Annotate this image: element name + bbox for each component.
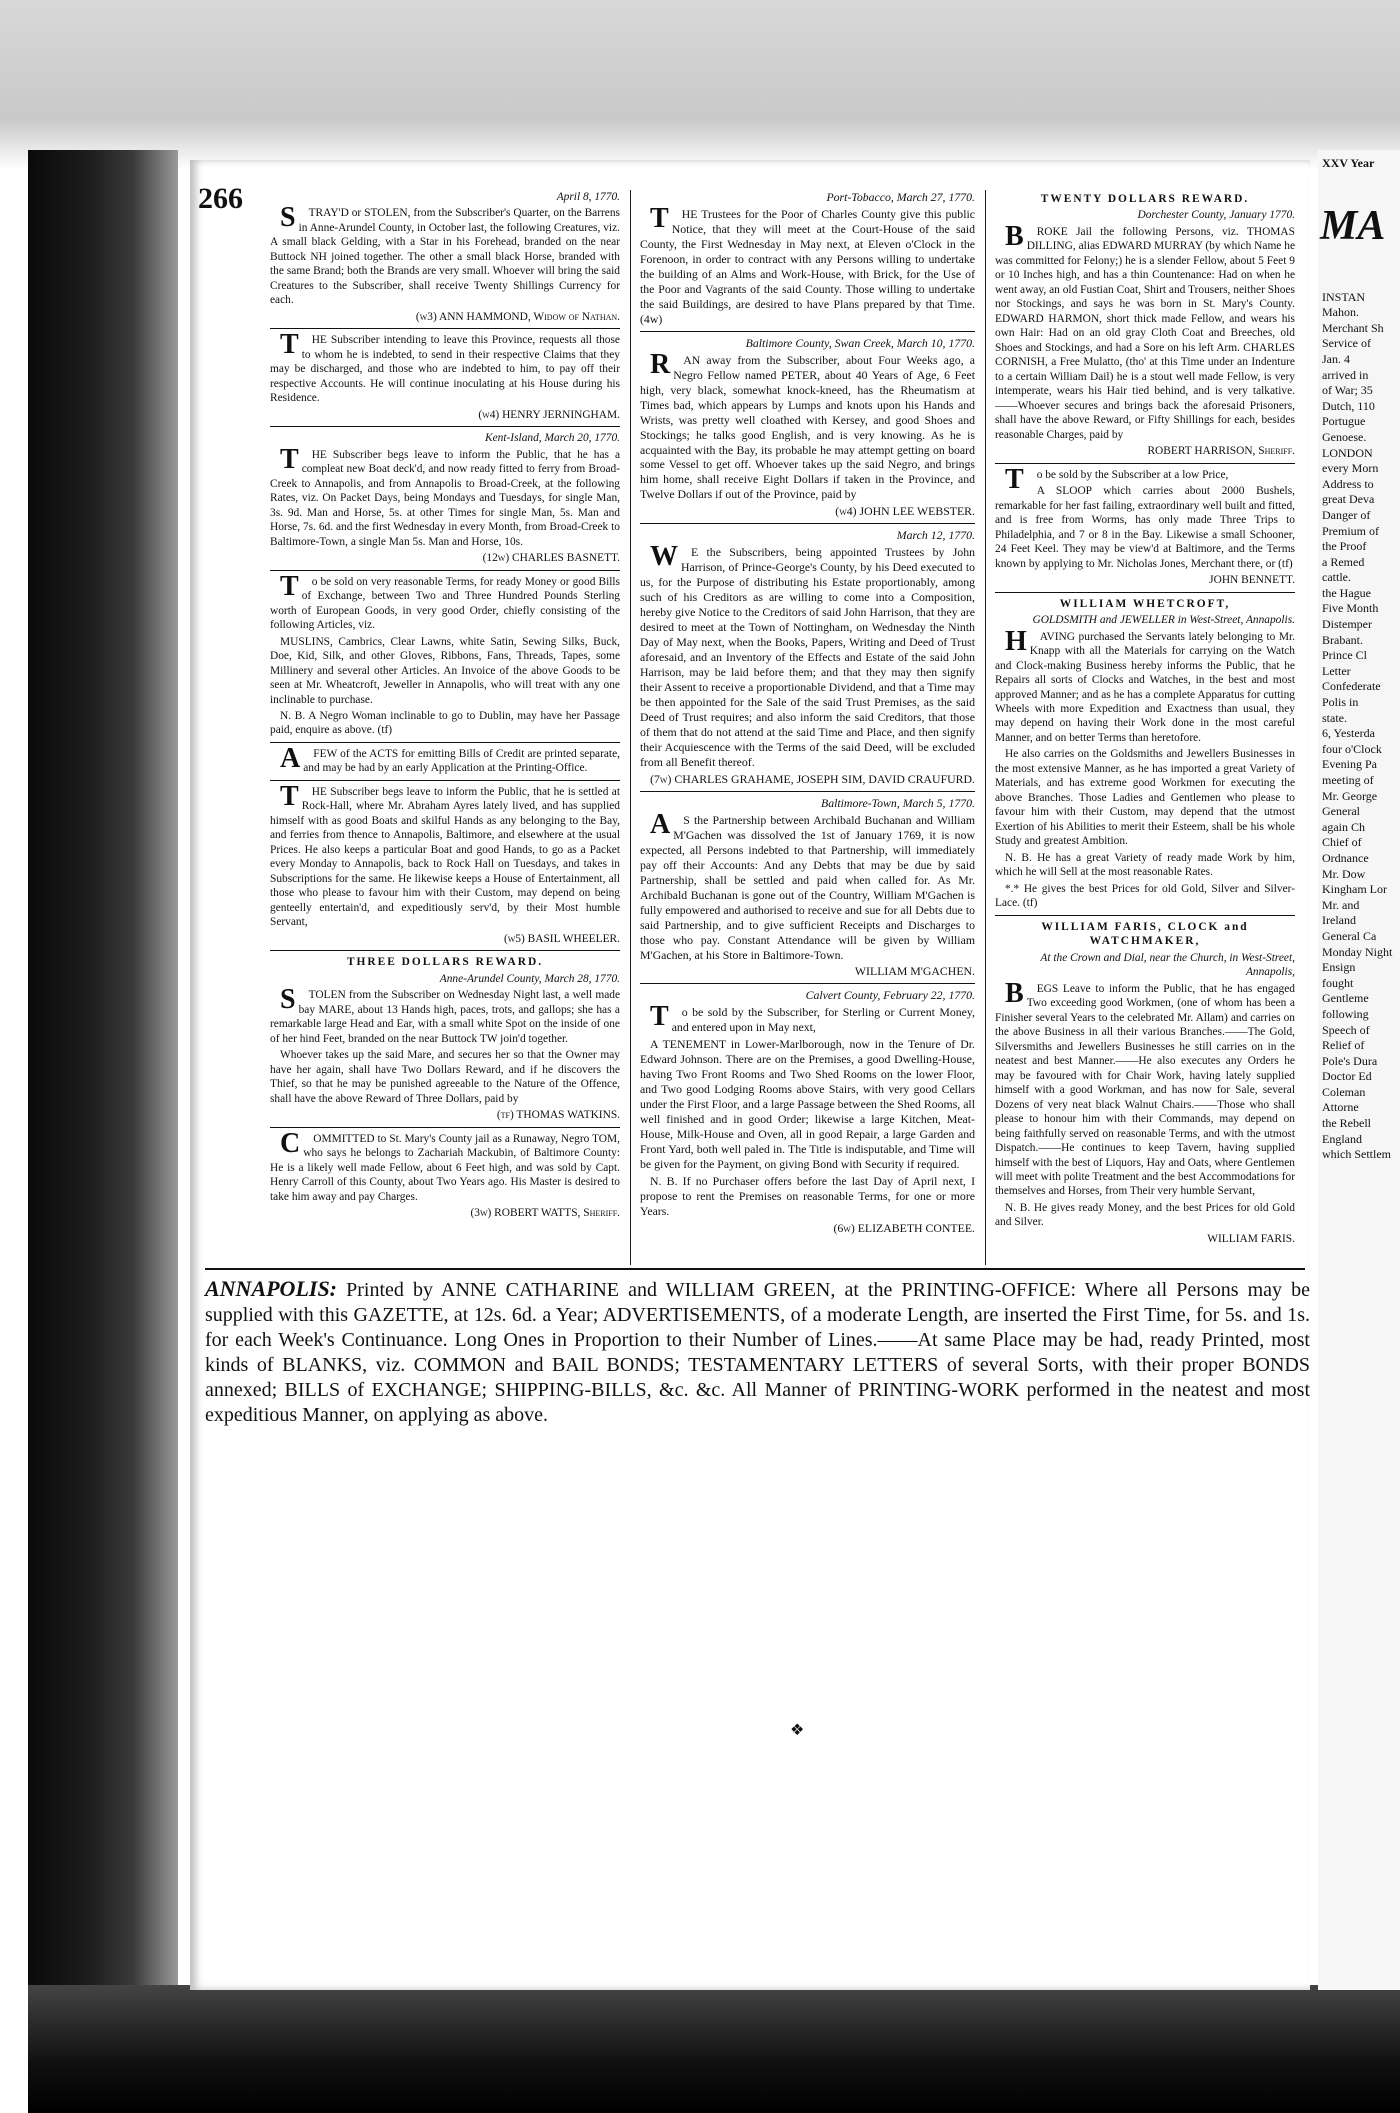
adjacent-page-line: INSTAN [1322,289,1366,304]
book-bottom-edge [28,1985,1400,2113]
adjacent-page-line: Jan. 4 [1322,351,1350,366]
adjacent-page-line: of War; 35 [1322,383,1373,398]
ad-paragraph: MUSLINS, Cambrics, Clear Lawns, white Satin, Sewing Silks, Buck, Doe, Kid, Silk, and other Gloves, Ribbons, Fans, Threads, Tapes, some Millinery and several other Articles. An Invoice of the above Goods to be seen at Mr. Wheatcroft, Jeweller in Annapolis, who will treat with any one inclinable to purchase. [270,635,620,706]
adjacent-page-line: a Remed [1322,554,1365,569]
adjacent-page [1318,150,1400,1990]
ad-paragraph: To be sold on very reasonable Terms, for ready Money or good Bills of Exchange, between Two and Three Hundred Pounds Sterling worth of European Goods, in very good Order, chiefly consisting of the following Articles, viz. [270,570,620,632]
ad-paragraph: Whoever takes up the said Mare, and secures her so that the Owner may have her again, shall have Two Dollars Reward, and if he discovers the Thief, so that he may be punished agreeable to the Nature of the Offence, shall have the above Reward of Three Dollars, paid by [270,1049,620,1105]
adjacent-page-line: Ensign [1322,960,1356,975]
advertisement [995,192,1295,459]
ad-dateline: Baltimore County, Swan Creek, March 10, 1770. [745,335,975,350]
advertisement [995,463,1295,588]
advertisement [270,431,620,565]
adjacent-page-line: four o'Clock [1322,741,1382,756]
column-1 [270,190,620,1224]
adjacent-page-line: Gentleme [1322,991,1369,1006]
ad-dateline: March 12, 1770. [896,528,975,543]
ad-paragraph: STRAY'D or STOLEN, from the Subscriber's Quarter, on the Barrens in Anne-Arundel County, in October last, the following Creatures, viz. A small black Gelding, with a Star in his Forehead, branded on the near Buttock NH joined together. The other a small black Horse, branded with the same Brand; both the Brands are very small. Whoever will bring the said Creatures to the Subscriber, shall receive Twenty Shillings Currency for each. [270,202,620,307]
adjacent-page-line: Chief of [1322,835,1362,850]
ad-signature: (w5) BASIL WHEELER. [503,932,620,945]
ad-paragraph: N. B. A Negro Woman inclinable to go to Dublin, may have her Passage paid, enquire as above. (tf) [270,709,620,737]
adjacent-page-line: Mr. Dow [1322,866,1366,881]
adjacent-page-line: Brabant. [1322,632,1363,647]
ad-paragraph: THE Trustees for the Poor of Charles County give this public Notice, that they will meet at the Court-House of the said County, the First Wednesday in May next, at Eleven o'Clock in the Forenoon, in order to contract with any Persons willing to undertake the building of an Alms and Work-House, with Brick, for the Use of the Poor and Vagrants of the said County. Those willing to undertake the said Buildings, are desired to have Plans prepared by that Time. (4w) [640,202,975,326]
adjacent-page-line: state. [1322,710,1347,725]
ad-signature: (3w) ROBERT WATTS, Sheriff. [470,1207,620,1219]
adjacent-page-line: Letter [1322,663,1351,678]
advertisement [270,190,620,324]
ad-dateline: Calvert County, February 22, 1770. [805,988,975,1003]
ad-signature: JOHN BENNETT. [1209,574,1295,587]
advertisement [640,190,975,327]
ornament-mark: ❖ [790,1722,805,1739]
adjacent-page-line: Coleman [1322,1084,1366,1099]
ad-dateline: Kent-Island, March 20, 1770. [485,432,620,445]
ad-paragraph: RAN away from the Subscriber, about Four Weeks ago, a Negro Fellow named PETER, about 40 Years of Age, 6 Feet high, very black, somewhat knock-kneed, has the Rheumatism at Times bad, which appears by Lumps and knots upon his Hands and Wrists, was pretty well cloathed with Kersey, and good Shoes and Stockings; he talks good English, and is very knowing. As he is acquainted with the Bay, its probable he may attempt getting on board some Vessel to get off. Whoever takes up the said Negro, and brings him home, shall receive Eight Dollars if taken in the Province, and Twelve Dollars if out of the Province, paid by [640,348,975,502]
adjacent-page-line: Portugue [1322,414,1366,429]
ad-separator [995,592,1295,593]
ad-paragraph: To be sold by the Subscriber, for Sterling or Current Money, and entered upon in May next, [650,1001,975,1035]
adjacent-page-lines [1318,290,1400,1163]
advertisement [640,336,975,520]
ad-separator [640,983,975,984]
adjacent-page-line: fought [1322,975,1354,990]
adjacent-page-line: cattle. [1322,570,1351,585]
ad-separator [270,780,620,781]
ad-dateline: GOLDSMITH and JEWELLER in West-Street, Annapolis. [1032,614,1295,627]
advertisement [995,597,1295,911]
ad-separator [640,331,975,332]
ad-separator [270,426,620,427]
adjacent-page-line: every Morn [1322,461,1379,476]
adjacent-page-line: Mahon. [1322,305,1359,320]
adjacent-page-line: Mr. George [1322,788,1378,803]
ad-signature: (6w) ELIZABETH CONTEE. [833,1220,975,1235]
ad-dateline: At the Crown and Dial, near the Church, in West-Street, Annapolis, [1040,951,1295,979]
ad-signature: (w4) HENRY JERNINGHAM. [478,408,620,421]
adjacent-page-line: the Hague [1322,585,1371,600]
advertisement [270,329,620,422]
ad-paragraph: To be sold by the Subscriber at a low Price, [1005,463,1229,495]
adjacent-page-line: following [1322,1006,1369,1021]
ad-paragraph: BEGS Leave to inform the Public, that he has engaged Two exceeding good Workmen, (one of whom has been a Finisher several Years to the celebrated Mr. Allam) and carries on the above Business in all their various Branches.——The Gold, Silversmiths and Jewellers Businesses he still carries on in the neatest and best Manner.——He also executes any Orders he may be favoured with for Chair Work, having lately supplied himself with a good Workman, and has now for Sale, several Dozens of very neat black Walnut Chairs.——Those who shall please to honour him with their Commands, may depend on being faithfully served on reasonable Terms, and with the utmost Dispatch.——He continues to keep Tavern, having supplied himself with the best of Liquors, Hay and Oats, where Gentlemen will meet with polite Treatment and the best Accommodations for themselves and Horses, from Their very humble Servant, [995,977,1295,1198]
ad-separator [270,742,620,743]
adjacent-page-line: Five Month [1322,601,1379,616]
ad-signature: WILLIAM FARIS. [1207,1232,1295,1245]
ad-paragraph: N. B. He gives ready Money, and the best Prices for old Gold and Silver. [995,1201,1295,1229]
adjacent-page-line: Monday Night [1322,944,1393,959]
ad-paragraph: THE Subscriber begs leave to inform the Public, that he has a compleat new Boat deck'd, and now ready fitted to ferry from Broad-Creek to Annapolis, and from Annapolis to Broad-Creek, at the following Rates, viz. On Packet Days, being Mondays and Tuesdays, for single Man, 3s. 9d. Man and Horse, 5s. at other Times for single Man, 5s. Man and Horse, 7s. 6d. and the first Wednesday in every Month, from Broad-Creek to Baltimore-Town, a single Man 5s. Man and Horse, 10s. [270,443,620,548]
imprint-rule [205,1268,1305,1270]
advertisement [995,920,1295,1247]
adjacent-page-line: the Rebell [1322,1116,1371,1131]
ad-separator [995,915,1295,916]
ad-separator [995,463,1295,464]
imprint [205,1275,1310,1428]
ad-dateline: April 8, 1770. [556,191,620,203]
ad-heading: THREE DOLLARS REWARD. [346,956,544,969]
ad-signature: WILLIAM M'GACHEN. [854,964,975,979]
ad-dateline: Port-Tobacco, March 27, 1770. [826,190,975,204]
adjacent-page-masthead: MA [1320,202,1386,249]
adjacent-page-line: Address to [1322,476,1374,491]
book-binding-shadow [28,150,178,2100]
adjacent-page-line: which Settlem [1322,1147,1391,1162]
ad-separator [270,1127,620,1128]
adjacent-page-line: Confederate [1322,679,1381,694]
ad-dateline: Baltimore-Town, March 5, 1770. [820,795,975,810]
adjacent-page-line: great Deva [1322,492,1375,507]
adjacent-page-line: England [1322,1131,1362,1146]
ad-paragraph: HAVING purchased the Servants lately belonging to Mr. Knapp with all the Materials for carrying on the Watch and Clock-making Business hereby informs the Public, that he Repairs all sorts of Clocks and Watches, in the best and most approved Manner; and as he has a complete Apparatus for cutting Wheels with more Expedition and Exactness than usual, they may depend on having their Work done in the most careful Manner, and on better Terms than heretofore. [995,625,1295,744]
ad-signature: (12w) CHARLES BASNETT. [482,552,620,565]
ad-paragraph: STOLEN from the Subscriber on Wednesday Night last, a well made bay MARE, about 13 Hands high, paces, trots, and gallops; she has a remarkable large Head and Ear, with a small white Spot on the inside of one of her hind Feet, branded on the near Buttock TW join'd together. [270,984,620,1045]
ad-paragraph: THE Subscriber begs leave to inform the Public, that he is settled at Rock-Hall, where Mr. Abraham Ayres lately lived, and has supplied himself with as good Boats and skilful Hands as any belonging to the Bay, and ferries from thence to Annapolis, Baltimore, and elsewhere at the usual Prices. He also keeps a particular Boat and good Hands, to go as a Packet every Monday to Annapolis, back to Rock Hall on Tuesdays, and takes in Subscriptions for the same. He likewise keeps a House of Entertainment, all those who please to favour him with their Custom, may depend on being genteelly entertain'd, and expeditiously serv'd, by their Most humble Servant, [270,780,620,929]
column-rule [630,190,631,1265]
column-2 [640,190,975,1240]
adjacent-page-line: Pole's Dura [1322,1053,1378,1068]
ad-paragraph: A TENEMENT in Lower-Marlborough, now in the Tenure of Dr. Edward Johnson. There are on the Premises, a good Dwelling-House, having Two Front Rooms and Two Shed Rooms on the lower Floor, and Two good Lodging Rooms above Stairs, with very good Cellars under the First Floor, and a large Passage between the Shed Rooms, all well finished and in good Order; likewise a large Kitchen, Meat-House, Milk-House and Oven, all in good Repair, a large Garden and Front Yard, both well paled in. The Title is indisputable, and Time will be given for the Payment, on giving Bond with Security if required. [640,1037,975,1172]
adjacent-page-line: Relief of [1322,1038,1365,1053]
ad-paragraph: COMMITTED to St. Mary's County jail as a Runaway, Negro TOM, who says he belongs to Zachariah Mackubin, of Baltimore County: He is a likely well made Fellow, about 6 Feet high, and was sold by Capt. Henry Carroll of this County, about Two Years ago. His Master is desired to take him away and pay Charges. [270,1127,620,1203]
advertisement [270,742,620,776]
adjacent-page-line: Premium of [1322,523,1379,538]
ad-signature: (tf) THOMAS WATKINS. [496,1109,620,1122]
advertisement [270,1127,620,1221]
adjacent-page-line: Merchant Sh [1322,320,1384,335]
ad-heading: WILLIAM WHETCROFT, [1059,597,1231,610]
adjacent-page-line: Ordnance [1322,850,1369,865]
column-rule [985,190,986,1265]
ad-heading: WILLIAM FARIS, CLOCK and WATCHMAKER, [1041,920,1249,948]
advertisement [270,570,620,738]
adjacent-page-line: LONDON [1322,445,1373,460]
ad-paragraph: BROKE Jail the following Persons, viz. THOMAS DILLING, alias EDWARD MURRAY (by which Name he was committed for Felony;) he is a slender Fellow, about 5 Feet 9 or 10 Inches high, and has a thin Countenance: Had on when he went away, an old Fustian Coat, Shirt and Trousers, neither Shoes nor Stockings, and says he was born in St. Mary's County. EDWARD HARMON, short thick made Fellow, and wears his own Hair: Had on an old gray Cloth Coat and Breeches, old Shoes and Stockings, and had a Sore on his left Arm. CHARLES CORNISH, a Free Mulatto, (tho' at this Time under an Indenture to a certain William Dail) he is a stout well made Fellow, is very intemperate, wears his Hair tied behind, and is very talkative.——Whoever secures and brings back the aforesaid Prisoners, shall have the above Reward, or Fifty Shillings for each, besides reasonable Charges, paid by [995,220,1295,441]
advertisement [640,988,975,1236]
ad-separator [640,523,975,524]
adjacent-page-line: Doctor Ed [1322,1069,1372,1084]
column-3 [995,190,1295,1250]
adjacent-page-line: 6, Yesterda [1322,726,1375,741]
adjacent-page-line: Danger of [1322,507,1371,522]
adjacent-page-line: the Proof [1322,539,1367,554]
adjacent-page-line: Service of [1322,336,1371,351]
ad-paragraph: WE the Subscribers, being appointed Trustees by John Harrison, of Prince-George's County, by his Deed executed to us, for the Purpose of distributing his Estate proportionably, among such of his Creditors as are willing to come into a Composition, hereby give Notice to the Creditors of said John Harrison, that they are desired to meet at the Town of Nottingham, on Wednesday the Ninth Day of May next, when the Books, Papers, Writing and Deed of Trust aforesaid, and an Inventory of the Effects and Estate of the said John Harrison, may be laid before them; and that they may then signify their Assent to receive a proportionable Dividend, and that a Time may be then appointed for the Sale of the said Trust Premises, as the said Deed of Trust requires; and also inform the said Creditors, that those of them that do not attend at the said Time and Place, and then signify their Acquiescence with the Terms of the said Deed, will be excluded from all Benefit thereof. [640,541,975,769]
ad-signature: (w3) ANN HAMMOND, Widow of Nathan. [415,310,620,323]
newspaper-page [190,160,1310,1990]
adjacent-page-line: Mr. and [1322,897,1360,912]
adjacent-page-line: Distemper [1322,617,1372,632]
adjacent-page-line: Polis in [1322,695,1359,710]
ad-dateline: Anne-Arundel County, March 28, 1770. [439,972,620,985]
page-number: 266 [198,182,243,215]
ad-separator [270,328,620,329]
ad-dateline: Dorchester County, January 1770. [1137,209,1295,222]
adjacent-page-line: General Ca [1322,928,1377,943]
adjacent-page-line: General [1322,804,1360,819]
ad-paragraph: N. B. He has a great Variety of ready made Work by him, which he will Sell at the most reasonable Rates. [995,851,1295,879]
adjacent-page-line: meeting of [1322,773,1374,787]
ad-paragraph: N. B. If no Purchaser offers before the last Day of April next, I propose to rent the Premises on reasonable Terms, for one or more Years. [640,1174,975,1218]
ad-signature: (7w) CHARLES GRAHAME, JOSEPH SIM, DAVID CRAUFURD. [650,771,975,786]
ad-paragraph: He also carries on the Goldsmiths and Jewellers Businesses in the most extensive Manner, as he has imported a great Variety of Materials, and has extreme good Workmen for executing the above Branches. Those Ladies and Gentlemen who please to favour him with their Custom, may depend that the utmost Exertion of his Abilities to merit their Esteem, shall be his whole Study and greatest Ambition. [995,748,1295,848]
ad-signature: (w4) JOHN LEE WEBSTER. [835,504,975,519]
ad-paragraph: THE Subscriber intending to leave this Province, requests all those to whom he is indebted, to send in their respective Claims that they may be discharged, and those who are indebted to him, to pay off their respective Accounts. He will continue inoculating at his House during his Residence. [270,329,620,405]
ad-paragraph: AS the Partnership between Archibald Buchanan and William M'Gachen was dissolved the 1st of January 1769, it is now expected, all Persons indebted to that Partnership, will immediately pay off their Accounts: And any Debts that may be due by said Partnership, shall be settled and paid when called for. As Mr. Archibald Buchanan is gone out of the Country, William M'Gachen is fully empowered and authorised to receive and sue for all Debts due to said Partnership, and to give sufficient Receipts and Discharges to those who pay. Constant Attendance will be given by William M'Gachen, at his Store in Baltimore-Town. [640,808,975,962]
adjacent-page-line: Prince Cl [1322,648,1367,663]
advertisement [270,955,620,1122]
ad-separator [270,570,620,571]
adjacent-page-line: Speech of [1322,1022,1370,1037]
ad-paragraph: *.* He gives the best Prices for old Gold, Silver and Silver-Lace. (tf) [995,882,1295,910]
adjacent-page-line: Genoese. [1322,429,1367,444]
adjacent-page-line: again Ch [1322,819,1365,834]
ad-separator [270,950,620,951]
adjacent-page-header: XXV Year [1322,156,1375,170]
adjacent-page-line: Kingham Lor [1322,882,1387,897]
imprint-text: Printed by ANNE CATHARINE and WILLIAM GREEN, at the PRINTING-OFFICE: Where all Persons may be supplied with this GAZETTE, at 12s. 6d. a Year; ADVERTISEMENTS, of a moderate Length, are inserted the First Time, for 5s. and 1s. for each Week's Continuance. Long Ones in Proportion to their Number of Lines.——At same Place may be had, ready Printed, most kinds of BLANKS, viz. COMMON and BAIL BONDS; TESTAMENTARY LETTERS of several Sorts, with their proper BONDS annexed; BILLS of EXCHANGE; SHIPPING-BILLS, &c. &c. All Manner of PRINTING-WORK performed in the neatest and most expeditious Manner, on applying as above. [205,1279,1310,1426]
adjacent-page-line: Evening Pa [1322,757,1377,772]
ad-paragraph: A SLOOP which carries about 2000 Bushels, remarkable for her fast failing, extraordinary well built and fitted, and is free from Worms, has only made Three Trips to Philadelphia, and 7 or 8 in the Bay. Likewise a small Schooner, 24 Feet Keel. They may be view'd at Baltimore, and the Terms known by applying to Mr. Nicholas Jones, Merchant there, or (tf) [995,485,1295,570]
adjacent-page-line: Dutch, 110 [1322,398,1375,413]
ad-heading: TWENTY DOLLARS REWARD. [1040,193,1250,205]
imprint-lead: ANNAPOLIS: [205,1276,338,1301]
ad-separator [640,791,975,792]
advertisement [270,780,620,946]
ad-signature: ROBERT HARRISON, Sheriff. [1147,445,1295,458]
adjacent-page-line: Ireland [1322,913,1356,928]
adjacent-page-line: arrived in [1322,367,1369,382]
advertisement [640,796,975,980]
advertisement [640,528,975,786]
adjacent-page-line: Attorne [1322,1100,1359,1115]
ad-paragraph: AFEW of the ACTS for emitting Bills of Credit are printed separate, and may be had by an early Application at the Printing-Office. [280,742,620,775]
